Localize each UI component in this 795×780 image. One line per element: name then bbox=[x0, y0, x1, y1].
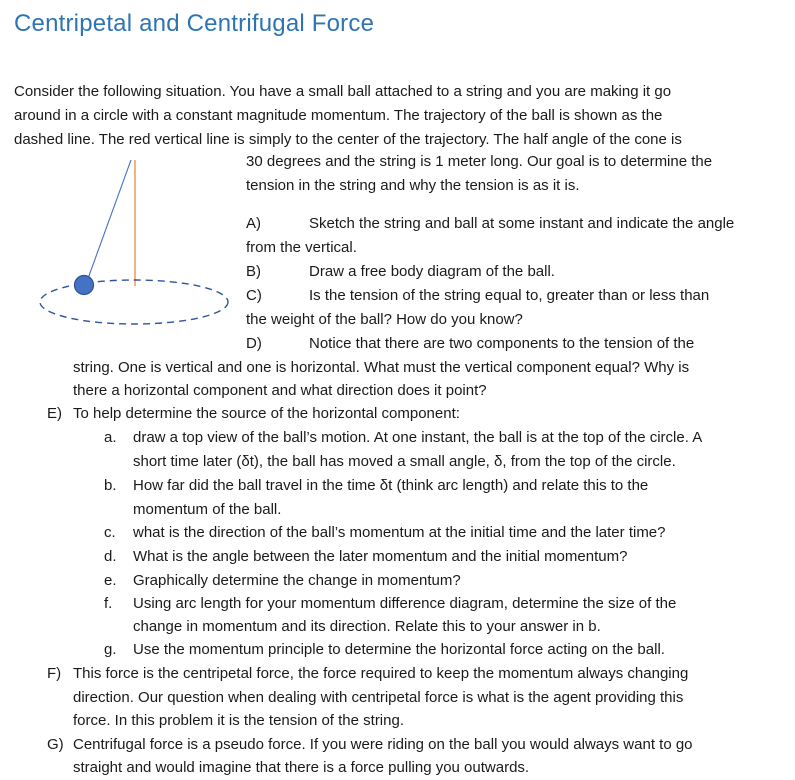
intro-line-4: 30 degrees and the string is 1 meter long. Our goal is to determine the bbox=[246, 153, 713, 170]
trajectory-dashed-ellipse bbox=[40, 280, 228, 324]
item-c-cont: the weight of the ball? How do you know? bbox=[246, 311, 523, 328]
sub-a-label: a. bbox=[104, 429, 117, 446]
item-f-line-1: This force is the centripetal force, the force required to keep the momentum always changing bbox=[73, 665, 689, 682]
item-c-text: Is the tension of the string equal to, greater than or less than bbox=[309, 287, 710, 304]
item-e-label: E) bbox=[47, 405, 62, 422]
item-g-line-1: Centrifugal force is a pseudo force. If you were riding on the ball you would always want to go bbox=[73, 736, 693, 753]
sub-c-label: c. bbox=[104, 524, 116, 541]
ball bbox=[75, 276, 94, 295]
item-d-text: Notice that there are two components to the tension of the bbox=[309, 335, 695, 352]
sub-d-line-1: What is the angle between the later momentum and the initial momentum? bbox=[133, 548, 628, 565]
item-f-label: F) bbox=[47, 665, 62, 682]
page-title: Centripetal and Centrifugal Force bbox=[14, 10, 375, 37]
item-e-text: To help determine the source of the horizontal component: bbox=[73, 405, 460, 422]
item-g-label: G) bbox=[47, 736, 64, 753]
item-d-cont-1: string. One is vertical and one is horizontal. What must the vertical component equal? Why is bbox=[73, 359, 690, 376]
sub-f-line-1: Using arc length for your momentum difference diagram, determine the size of the bbox=[133, 595, 677, 612]
sub-a-line-2: short time later (δt), the ball has moved a small angle, δ, from the top of the circle. bbox=[133, 453, 676, 470]
item-d-label: D) bbox=[246, 335, 262, 352]
item-a-text: Sketch the string and ball at some instant and indicate the angle bbox=[309, 215, 735, 232]
sub-g-label: g. bbox=[104, 641, 117, 658]
item-c-label: C) bbox=[246, 287, 262, 304]
sub-e-line-1: Graphically determine the change in momentum? bbox=[133, 572, 461, 589]
sub-f-line-2: change in momentum and its direction. Relate this to your answer in b. bbox=[133, 618, 601, 635]
item-a-cont: from the vertical. bbox=[246, 239, 357, 256]
item-f-line-3: force. In this problem it is the tension of the string. bbox=[73, 712, 404, 729]
string-line bbox=[86, 160, 131, 284]
cone-pendulum-diagram bbox=[0, 150, 240, 340]
sub-b-label: b. bbox=[104, 477, 117, 494]
intro-line-3: dashed line. The red vertical line is simply to the center of the trajectory. The half angle of the cone is bbox=[14, 131, 682, 148]
sub-a-line-1: draw a top view of the ball’s motion. At one instant, the ball is at the top of the circle. A bbox=[133, 429, 703, 446]
sub-f-label: f. bbox=[104, 595, 113, 612]
sub-b-line-1: How far did the ball travel in the time δt (think arc length) and relate this to the bbox=[133, 477, 649, 494]
sub-g-line-1: Use the momentum principle to determine the horizontal force acting on the ball. bbox=[133, 641, 665, 658]
intro-line-1: Consider the following situation. You have a small ball attached to a string and you are making it go bbox=[14, 83, 672, 100]
item-a-label: A) bbox=[246, 215, 261, 232]
sub-e-label: e. bbox=[104, 572, 117, 589]
sub-c-line-1: what is the direction of the ball’s momentum at the initial time and the later time? bbox=[133, 524, 666, 541]
item-b-label: B) bbox=[246, 263, 261, 280]
sub-d-label: d. bbox=[104, 548, 117, 565]
item-g-line-2: straight and would imagine that there is a force pulling you outwards. bbox=[73, 759, 530, 776]
sub-b-line-2: momentum of the ball. bbox=[133, 501, 282, 518]
item-b-text: Draw a free body diagram of the ball. bbox=[309, 263, 555, 280]
intro-line-5: tension in the string and why the tension is as it is. bbox=[246, 177, 580, 194]
item-f-line-2: direction. Our question when dealing with centripetal force is what is the agent providing this bbox=[73, 689, 684, 706]
item-d-cont-2: there a horizontal component and what direction does it point? bbox=[73, 382, 487, 399]
intro-line-2: around in a circle with a constant magnitude momentum. The trajectory of the ball is shown as the bbox=[14, 107, 663, 124]
